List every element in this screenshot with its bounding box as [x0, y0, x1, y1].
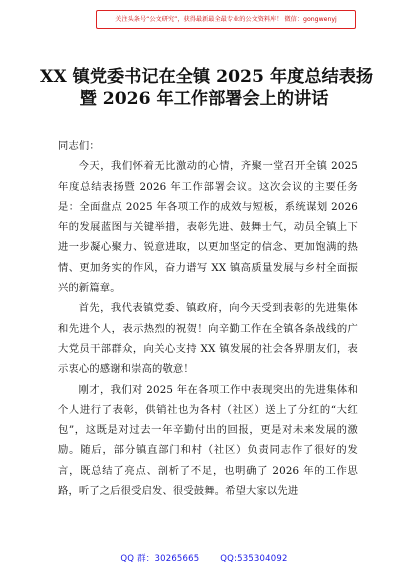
- paragraph: 首先，我代表镇党委、镇政府，向今天受到表彰的先进集体和先进个人，表示热烈的祝贺！向辛勤工作在全镇各条战线的广大党员干部群众，向关心支持 XX 镇发展的社会各界朋友们，表示衷心的感谢和崇高的敬意！: [58, 302, 358, 376]
- title-line-2: 暨 2026 年工作部署会上的讲话: [79, 89, 329, 109]
- banner-text: 关注头条号“公文研究”，获得最新最全最专业的公文资料库！ 微信：gongwenyj: [115, 16, 337, 23]
- footer-qq-group: QQ 群：30265665: [120, 554, 200, 564]
- page-footer: [0, 552, 408, 564]
- document-body: [58, 136, 358, 501]
- paragraph: 今天，我们怀着无比激动的心情，齐聚一堂召开全镇 2025 年度总结表扬暨 2026 年工作部署会议。这次会议的主要任务是：全面盘点 2025 年各项工作的成效与短板，系统谋划 2026 年的发展蓝图与关键举措，表彰先进、鼓舞士气，动员全镇上下进一步凝心聚力、锐意进取，以更加坚定的信念、更加饱满的热情、更加务实的作风，奋力谱写 XX 镇高质量发展与乡村全面振兴的新篇章。: [58, 160, 358, 295]
- document-title: [40, 66, 374, 110]
- header-banner: [96, 10, 356, 29]
- title-line-1: XX 镇党委书记在全镇 2025 年度总结表扬: [40, 67, 374, 87]
- paragraph: 刚才，我们对 2025 年在各项工作中表现突出的先进集体和个人进行了表彰，供销社也为各村（社区）送上了分红的“大红包”，这既是对过去一年辛勤付出的回报，更是对未来发展的激励。随后，部分镇直部门和村（社区）负责同志作了很好的发言，既总结了亮点、剖析了不足，也明确了 2026 年的工作思路，听了之后很受启发、很受鼓舞。希望大家以先进: [58, 383, 358, 498]
- salutation: 同志们：: [58, 140, 100, 152]
- footer-qq: QQ:535304092: [220, 554, 288, 564]
